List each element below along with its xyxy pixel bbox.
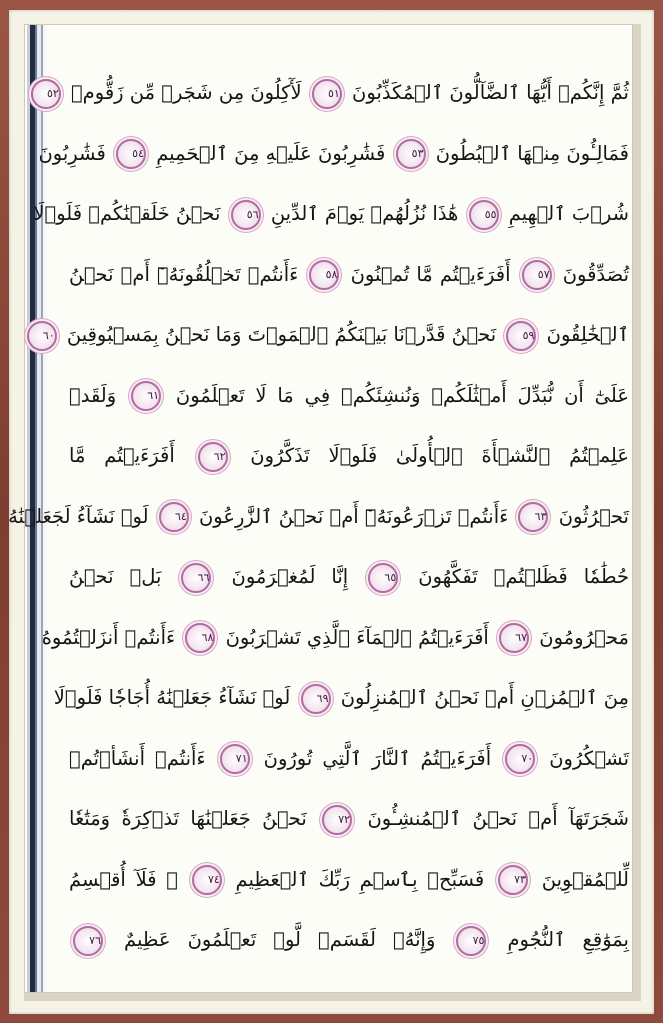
- verse-text: لَوۡ نَشَآءُ لَجَعَلۡنَٰهُ: [8, 504, 149, 528]
- ayah-number-marker: ٥٥: [469, 200, 499, 230]
- verse-text: فَشَٰرِبُونَ: [38, 141, 106, 165]
- verse-text: فَمَالِـُٔونَ مِنۡهَا ٱلۡبُطُونَ: [435, 141, 629, 165]
- ayah-number-marker: ٦١: [131, 381, 161, 411]
- ayah-number-marker: ٦٠: [27, 321, 57, 351]
- verse-text: أَفَرَءَيۡتُم مَّا تُمۡنُونَ: [350, 262, 511, 286]
- verse-text: شَجَرَتَهَآ أَمۡ نَحۡنُ ٱلۡمُنشِـُٔونَ: [367, 807, 629, 830]
- ayah-number-marker: ٦٩: [301, 684, 331, 714]
- ayah-number-marker: ٥٧: [522, 260, 552, 290]
- mushaf-page: [8, 24, 633, 993]
- verse-text: ءَأَنتُمۡ أَنزَلۡتُمُوهُ: [41, 625, 176, 649]
- verse-text: تُصَدِّقُونَ: [562, 262, 630, 286]
- verse-text: نَحۡنُ خَلَقۡنَٰكُمۡ فَلَوۡلَا: [33, 202, 221, 225]
- verse-text: شُرۡبَ ٱلۡهِيمِ: [508, 202, 629, 225]
- verse-text: ۞ فَلَآ أُقۡسِمُ: [69, 867, 178, 891]
- ayah-number-marker: ٧٢: [322, 805, 352, 835]
- verse-text: لَأٓكِلُونَ مِن شَجَرٖ مِّن زَقُّومٖ: [70, 81, 302, 104]
- verse-text: أَفَرَءَيۡتُم مَّا: [69, 444, 175, 467]
- verse-text: تَحۡرُثُونَ: [558, 504, 629, 528]
- ayah-number-marker: ٧٠: [505, 744, 535, 774]
- verse-line: [69, 366, 629, 427]
- verse-text: بِمَوَٰقِعِ ٱلنُّجُومِ: [507, 928, 629, 951]
- verse-line: [69, 910, 629, 971]
- verse-text: نَحۡنُ جَعَلۡنَٰهَا تَذۡكِرَةٗ وَمَتَٰعٗا: [69, 807, 307, 830]
- verse-text: ءَأَنتُمۡ تَزۡرَعُونَهُۥٓ أَمۡ نَحۡنُ ٱلزَّٰرِعُونَ: [198, 504, 509, 528]
- verse-text: هَٰذَا نُزُلُهُمۡ يَوۡمَ ٱلدِّينِ: [270, 202, 459, 225]
- verse-line: [69, 729, 629, 790]
- verse-text: ٱلۡخَٰلِقُونَ: [546, 323, 629, 346]
- ayah-number-marker: ٧١: [220, 744, 250, 774]
- ayah-number-marker: ٥٩: [506, 321, 536, 351]
- verse-line: [53, 668, 629, 729]
- verse-text: وَلَقَدۡ: [69, 383, 117, 407]
- verse-text: إِنَّا لَمُغۡرَمُونَ: [231, 565, 349, 588]
- verse-text: حُطَٰمٗا فَظَلۡتُمۡ تَفَكَّهُونَ: [418, 565, 630, 588]
- verse-line: [46, 63, 629, 124]
- verse-text: وَإِنَّهُۥ لَقَسَمٞ لَّوۡ تَعۡلَمُونَ عَظِيمٌ: [124, 928, 436, 951]
- verse-text: ءَأَنتُمۡ أَنشَأۡتُمۡ: [69, 746, 206, 770]
- verse-line: [69, 245, 629, 306]
- ayah-number-marker: ٧٦: [73, 926, 103, 956]
- ayah-number-marker: ٧٥: [456, 926, 486, 956]
- verse-line: [41, 608, 629, 669]
- verse-line: [33, 184, 629, 245]
- ayah-number-marker: ٥٤: [116, 139, 146, 169]
- ayah-number-marker: ٧٤: [192, 865, 222, 895]
- verse-text: مَحۡرُومُونَ: [539, 625, 629, 649]
- verse-text: فَشَٰرِبُونَ عَلَيۡهِ مِنَ ٱلۡحَمِيمِ: [156, 141, 386, 165]
- verse-text: مِنَ ٱلۡمُزۡنِ أَمۡ نَحۡنُ ٱلۡمُنزِلُونَ: [340, 686, 629, 709]
- ayah-number-marker: ٦٦: [181, 563, 211, 593]
- ayah-number-marker: ٧٣: [498, 865, 528, 895]
- verse-text: أَفَرَءَيۡتُمُ ٱلنَّارَ ٱلَّتِي تُورُونَ: [263, 746, 492, 770]
- verse-text: عَلِمۡتُمُ ٱلنَّشۡأَةَ ٱلۡأُولَىٰ فَلَوۡلَا تَذَكَّرُونَ: [250, 444, 629, 467]
- ayah-number-marker: ٦٥: [368, 563, 398, 593]
- verse-line: [69, 789, 629, 850]
- verse-line: [8, 487, 629, 548]
- verse-line: [38, 124, 629, 185]
- verse-text: ثُمَّ إِنَّكُمۡ أَيُّهَا ٱلضَّآلُّونَ ٱلۡمُكَذِّبُونَ: [352, 81, 629, 104]
- verse-text: تَشۡكُرُونَ: [549, 746, 630, 770]
- verse-line: [69, 426, 629, 487]
- verse-text-block: [8, 63, 630, 973]
- verse-line: [69, 547, 629, 608]
- verse-text: أَفَرَءَيۡتُمُ ٱلۡمَآءَ ٱلَّذِي تَشۡرَبُونَ: [225, 625, 489, 649]
- verse-text: لَوۡ نَشَآءُ جَعَلۡنَٰهُ أُجَاجٗا فَلَوۡلَا: [53, 686, 291, 709]
- ayah-number-marker: ٦٨: [185, 623, 215, 653]
- verse-text: ءَأَنتُمۡ تَخۡلُقُونَهُۥٓ أَمۡ نَحۡنُ: [69, 262, 299, 286]
- verse-line: [69, 850, 629, 911]
- ayah-number-marker: ٥٣: [396, 139, 426, 169]
- ayah-number-marker: ٥١: [312, 79, 342, 109]
- ayah-number-marker: ٦٧: [499, 623, 529, 653]
- verse-text: لِّلۡمُقۡوِينَ: [541, 867, 630, 891]
- verse-text: نَحۡنُ قَدَّرۡنَا بَيۡنَكُمُ ٱلۡمَوۡتَ وَمَا نَحۡنُ بِمَسۡبُوقِينَ: [66, 323, 497, 346]
- verse-text: فَسَبِّحۡ بِٱسۡمِ رَبِّكَ ٱلۡعَظِيمِ: [235, 867, 485, 891]
- ayah-number-marker: ٦٢: [198, 442, 228, 472]
- ayah-number-marker: ٥٢: [31, 79, 61, 109]
- verse-text: بَلۡ نَحۡنُ: [69, 565, 162, 588]
- ayah-number-marker: ٦٣: [518, 502, 548, 532]
- ayah-number-marker: ٥٨: [309, 260, 339, 290]
- ayah-number-marker: ٦٤: [159, 502, 189, 532]
- verse-line: [42, 305, 629, 366]
- verse-text: عَلَىٰٓ أَن نُّبَدِّلَ أَمۡثَٰلَكُمۡ وَنُنشِئَكُمۡ فِي مَا لَا تَعۡلَمُونَ: [175, 383, 630, 407]
- ayah-number-marker: ٥٦: [231, 200, 261, 230]
